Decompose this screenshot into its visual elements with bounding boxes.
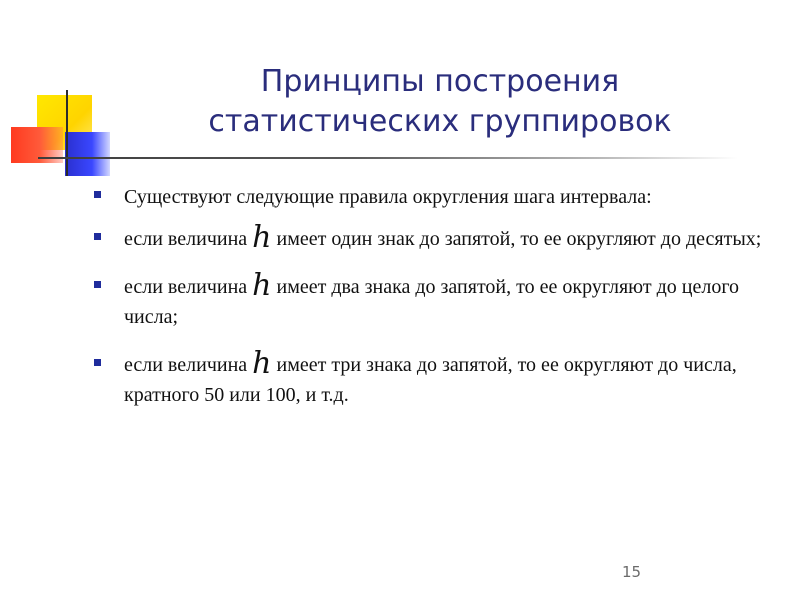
square-bullet-icon [94, 359, 101, 366]
blue-square-icon [65, 132, 110, 176]
bullet-prefix: если величина [124, 276, 248, 298]
slide-title [150, 62, 730, 142]
bullet-prefix: если величина [124, 354, 248, 376]
square-bullet-icon [94, 191, 101, 198]
bullet-suffix: имеет один знак до запятой, то ее округляют до десятых; [276, 228, 762, 250]
variable-h: h [252, 346, 272, 381]
bullet-item [94, 220, 784, 255]
bullet-item [94, 182, 784, 212]
bullet-list [94, 182, 784, 428]
square-bullet-icon [94, 281, 101, 288]
bullet-suffix: имеет три знака до запятой, то ее округляют до числа, кратного 50 или 100, и т.д. [124, 354, 737, 406]
page-number: 15 [622, 563, 642, 581]
bullet-text: Существуют следующие правила округления шага интервала: [124, 186, 652, 208]
variable-h: h [252, 220, 272, 255]
title-underline [38, 157, 738, 159]
bullet-suffix: имеет два знака до запятой, то ее округляют до целого числа; [124, 276, 740, 328]
bullet-prefix: если величина [124, 228, 248, 250]
square-bullet-icon [94, 233, 101, 240]
title-line-2: статистических группировок [208, 104, 672, 139]
bullet-item [94, 346, 784, 410]
variable-h: h [252, 268, 272, 303]
vertical-divider [66, 90, 68, 176]
title-line-1: Принципы построения [260, 64, 620, 99]
bullet-item [94, 268, 784, 332]
